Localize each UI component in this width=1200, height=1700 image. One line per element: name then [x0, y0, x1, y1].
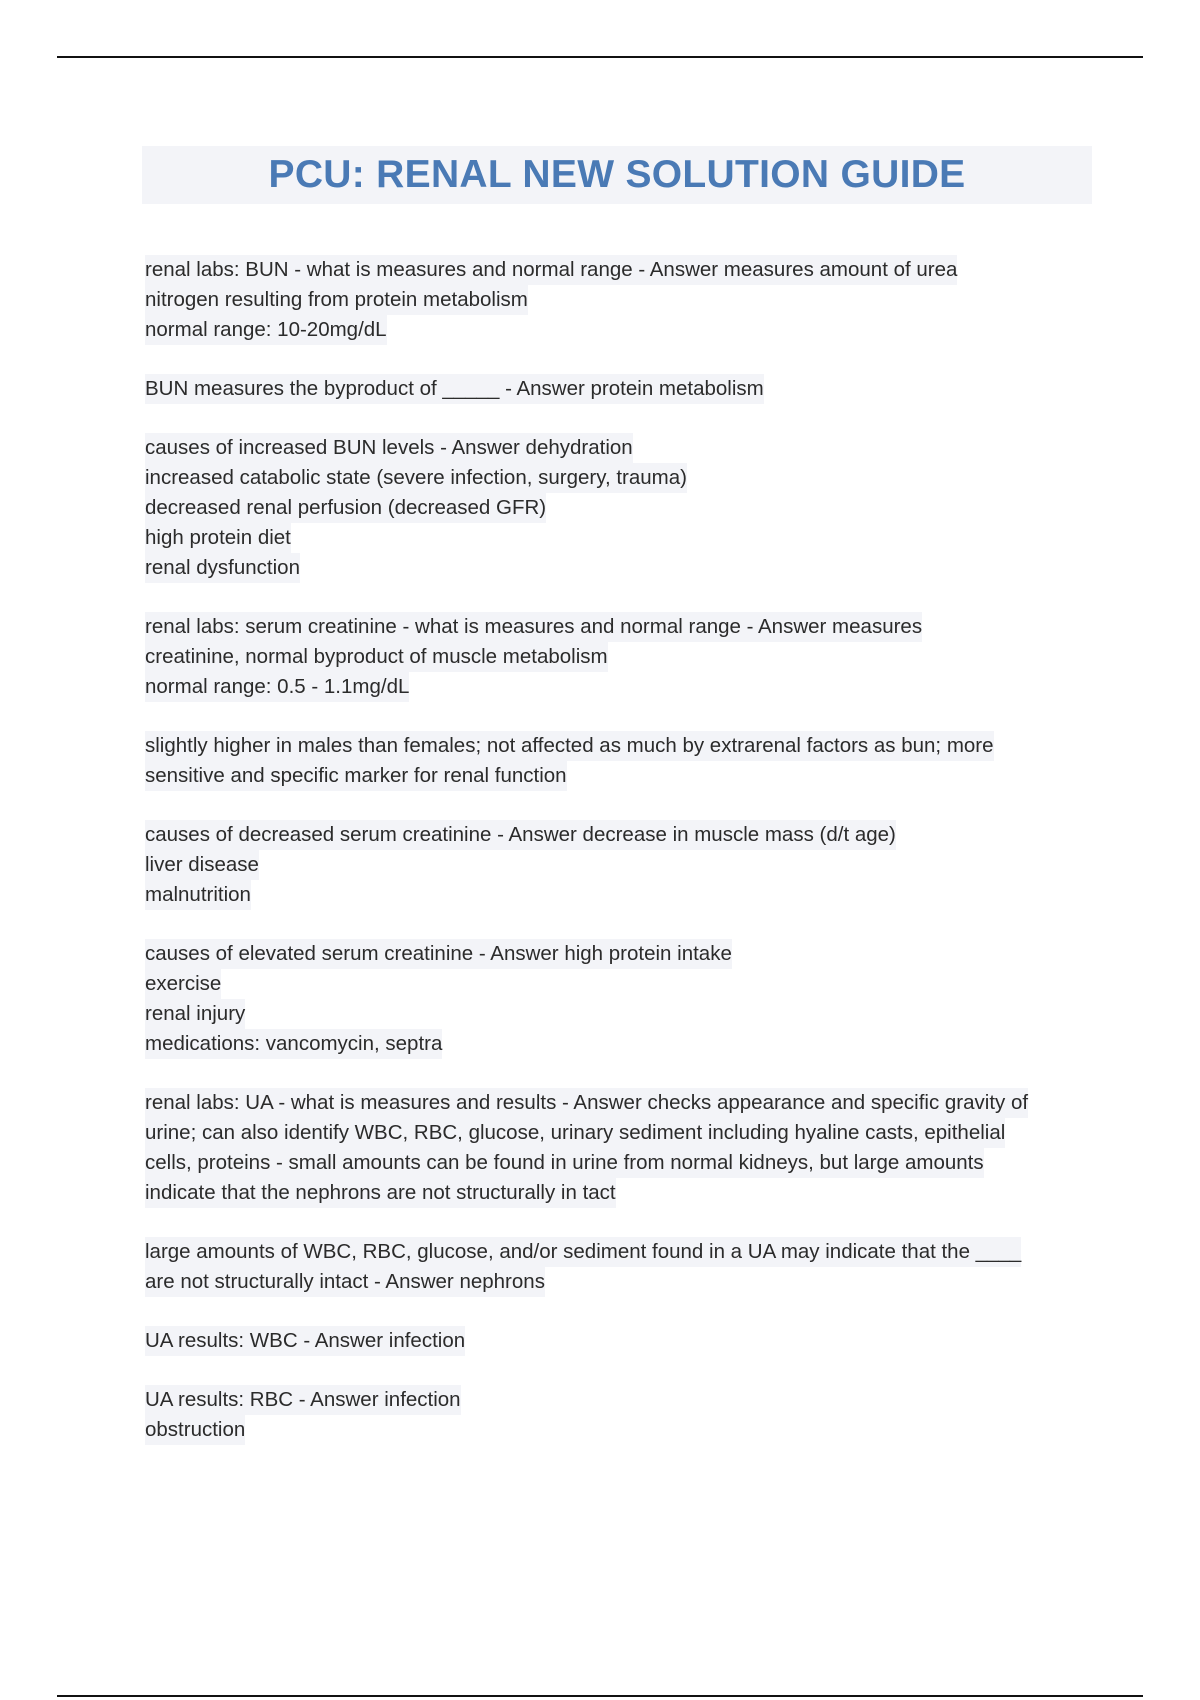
entry-text-line: renal dysfunction — [145, 553, 300, 583]
entry-text-line: nitrogen resulting from protein metabolism — [145, 285, 528, 315]
entry-text-line: causes of elevated serum creatinine - Answer high protein intake — [145, 939, 732, 969]
entry-text-line: slightly higher in males than females; not affected as much by extrarenal factors as bun; more — [145, 731, 994, 761]
entry-text-line: UA results: RBC - Answer infection — [145, 1385, 461, 1415]
entry-text-line: sensitive and specific marker for renal function — [145, 761, 567, 791]
entry-text-line: urine; can also identify WBC, RBC, glucose, urinary sediment including hyaline casts, epithelial — [145, 1118, 1005, 1148]
qa-entry — [145, 939, 1095, 1059]
top-rule — [57, 56, 1143, 58]
qa-entry — [145, 374, 1095, 404]
entry-text-line: normal range: 0.5 - 1.1mg/dL — [145, 672, 409, 702]
qa-entry — [145, 255, 1095, 345]
entry-text-line: causes of increased BUN levels - Answer dehydration — [145, 433, 633, 463]
entry-text-line: are not structurally intact - Answer nephrons — [145, 1267, 545, 1297]
qa-entry — [145, 820, 1095, 910]
qa-entry — [145, 1385, 1095, 1445]
entry-text-line: obstruction — [145, 1415, 245, 1445]
entry-text-line: medications: vancomycin, septra — [145, 1029, 442, 1059]
entry-text-line: causes of decreased serum creatinine - Answer decrease in muscle mass (d/t age) — [145, 820, 896, 850]
entry-text-line: BUN measures the byproduct of _____ - Answer protein metabolism — [145, 374, 764, 404]
entry-text-line: liver disease — [145, 850, 259, 880]
qa-entry — [145, 433, 1095, 583]
qa-entry — [145, 1088, 1095, 1208]
entry-text-line: exercise — [145, 969, 221, 999]
qa-entry — [145, 612, 1095, 702]
entry-text-line: UA results: WBC - Answer infection — [145, 1326, 465, 1356]
entry-text-line: renal labs: BUN - what is measures and normal range - Answer measures amount of urea — [145, 255, 957, 285]
bottom-rule — [57, 1695, 1143, 1697]
document-body — [145, 255, 1095, 1474]
entry-text-line: high protein diet — [145, 523, 291, 553]
entry-text-line: normal range: 10-20mg/dL — [145, 315, 387, 345]
title-band — [142, 146, 1092, 204]
entry-text-line: large amounts of WBC, RBC, glucose, and/or sediment found in a UA may indicate that the ____ — [145, 1237, 1021, 1267]
entry-text-line: decreased renal perfusion (decreased GFR) — [145, 493, 546, 523]
qa-entry — [145, 731, 1095, 791]
entry-text-line: cells, proteins - small amounts can be found in urine from normal kidneys, but large amounts — [145, 1148, 984, 1178]
qa-entry — [145, 1237, 1095, 1297]
entry-text-line: renal labs: serum creatinine - what is measures and normal range - Answer measures — [145, 612, 922, 642]
entry-text-line: malnutrition — [145, 880, 251, 910]
entry-text-line: increased catabolic state (severe infection, surgery, trauma) — [145, 463, 687, 493]
entry-text-line: indicate that the nephrons are not structurally in tact — [145, 1178, 616, 1208]
entry-text-line: creatinine, normal byproduct of muscle metabolism — [145, 642, 608, 672]
qa-entry — [145, 1326, 1095, 1356]
entry-text-line: renal injury — [145, 999, 245, 1029]
document-title: PCU: RENAL NEW SOLUTION GUIDE — [268, 153, 966, 196]
entry-text-line: renal labs: UA - what is measures and results - Answer checks appearance and specific gravity of — [145, 1088, 1028, 1118]
